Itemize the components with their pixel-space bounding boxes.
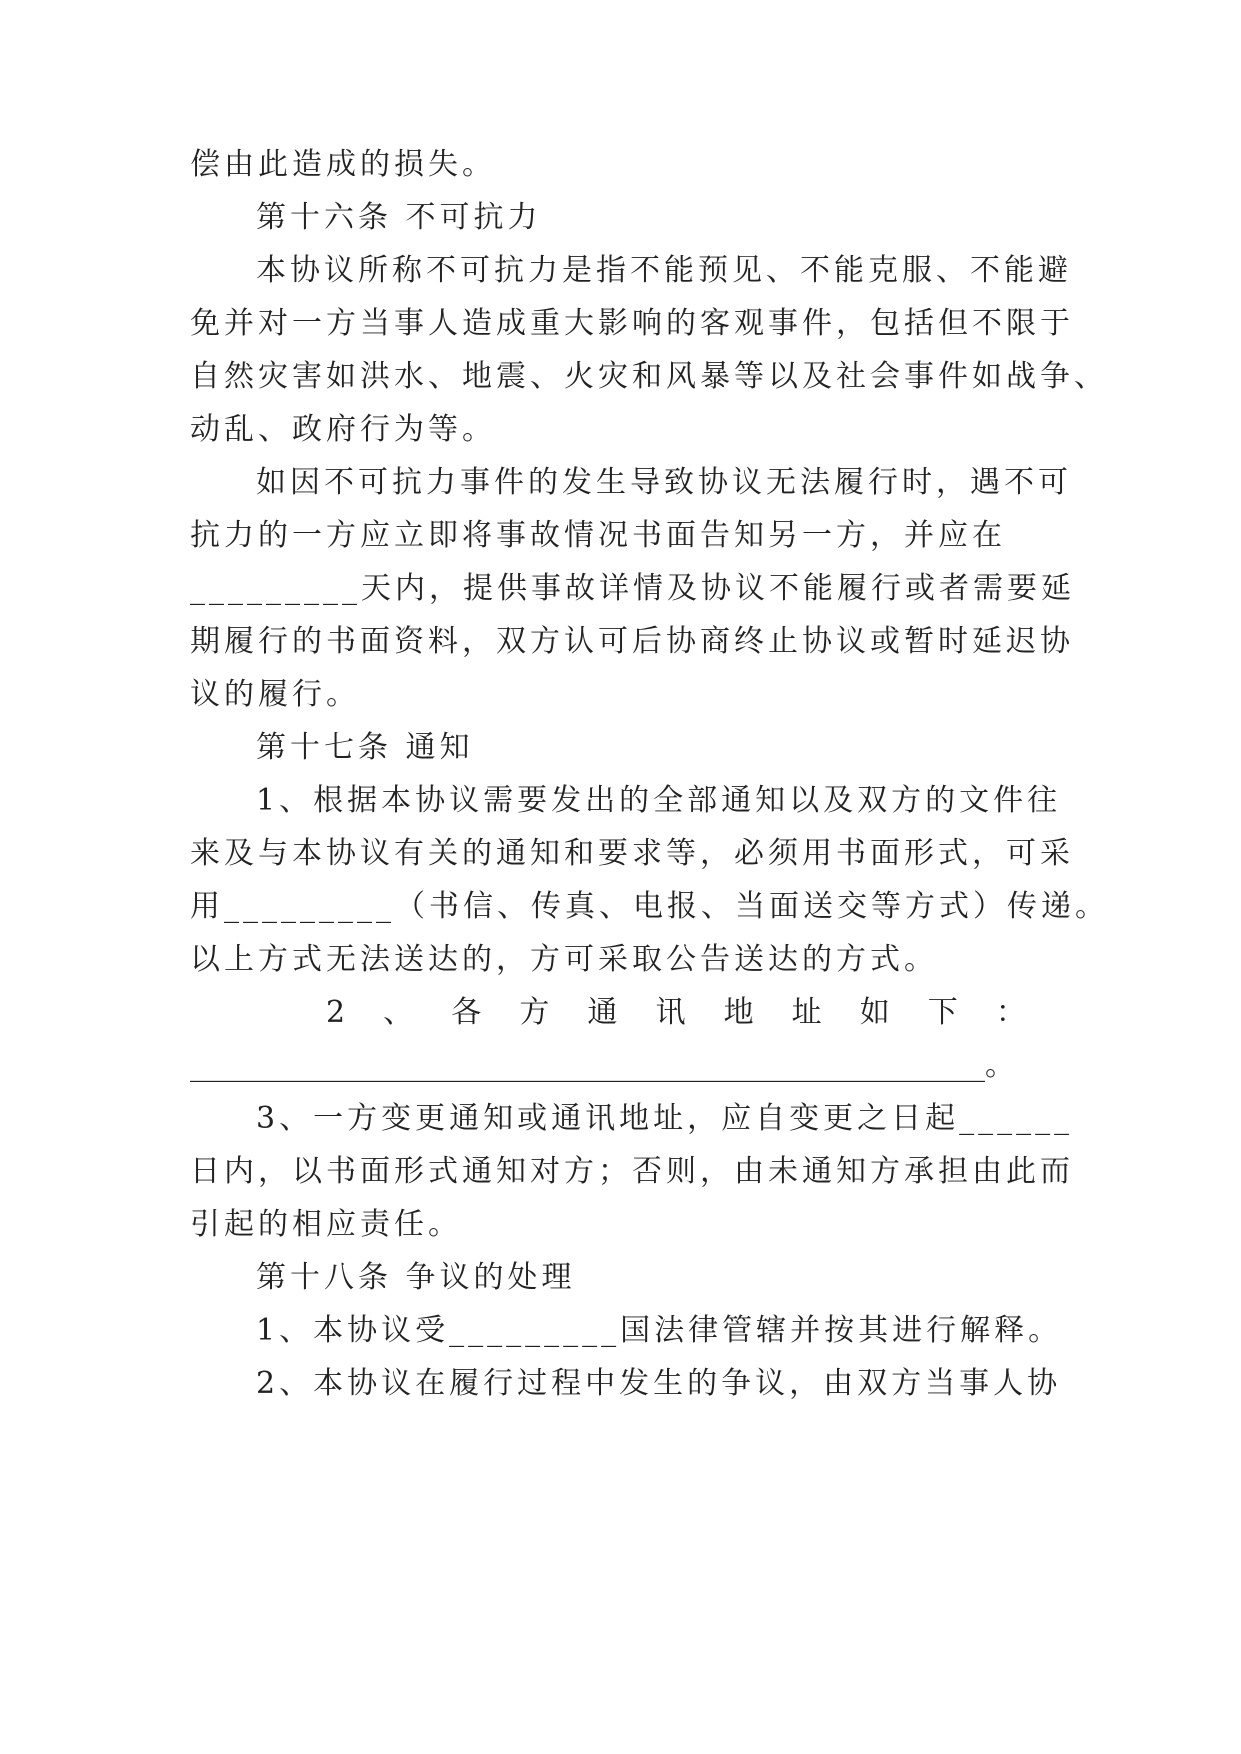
spread-char: 下 [927,995,958,1030]
section-heading: 第十八条 争议的处理 [256,1260,576,1295]
paragraph-line: _________天内，提供事故详情及协议不能履行或者需要延 [190,571,1075,606]
paragraph-line: 如因不可抗力事件的发生导致协议无法履行时，遇不可 [256,465,1072,500]
address-heading-line [326,993,1026,1033]
spread-char: 各 [451,995,482,1030]
paragraph-line: 自然灾害如洪水、地震、火灾和风暴等以及社会事件如战争、 [190,359,1108,394]
section-heading: 第十六条 不可抗力 [256,200,542,235]
paragraph-line: 本协议所称不可抗力是指不能预见、不能克服、不能避 [256,253,1072,288]
paragraph-line: 抗力的一方应立即将事故情况书面告知另一方，并应在 [190,518,1006,553]
spread-char: 如 [859,995,890,1030]
paragraph-line: 动乱、政府行为等。 [190,412,496,447]
paragraph-line: 3、一方变更通知或通讯地址，应自变更之日起______ [256,1101,1074,1136]
spread-char: 方 [519,995,550,1030]
paragraph-line: 免并对一方当事人造成重大影响的客观事件，包括但不限于 [190,306,1074,341]
paragraph-line: 引起的相应责任。 [190,1207,462,1242]
spread-char: 2 [326,995,346,1030]
paragraph-line: 以上方式无法送达的，方可采取公告送达的方式。 [190,942,938,977]
spread-char: ： [995,995,1026,1030]
paragraph-line: 1、本协议受_________国法律管辖并按其进行解释。 [256,1313,1063,1348]
paragraph-line: 来及与本协议有关的通知和要求等，必须用书面形式，可采 [190,836,1074,871]
paragraph-line: 1、根据本协议需要发出的全部通知以及双方的文件往 [256,783,1062,818]
paragraph-line: 偿由此造成的损失。 [190,147,496,182]
spread-char: 通 [587,995,618,1030]
section-heading: 第十七条 通知 [256,730,474,765]
spread-char: 址 [791,995,822,1030]
paragraph-line: 期履行的书面资料，双方认可后协商终止协议或暂时延迟协 [190,624,1074,659]
spread-char: 讯 [655,995,686,1030]
paragraph-line: 议的履行。 [190,677,360,712]
paragraph-line: 用_________（书信、传真、电报、当面送交等方式）传递。 [190,889,1109,924]
address-blank-line: _____________________________________________________。 [190,1048,1015,1083]
spread-char: 地 [723,995,754,1030]
spread-char: 、 [383,995,414,1030]
paragraph-line: 日内，以书面形式通知对方；否则，由未通知方承担由此而 [190,1154,1074,1189]
paragraph-line: 2、本协议在履行过程中发生的争议，由双方当事人协 [256,1366,1062,1401]
